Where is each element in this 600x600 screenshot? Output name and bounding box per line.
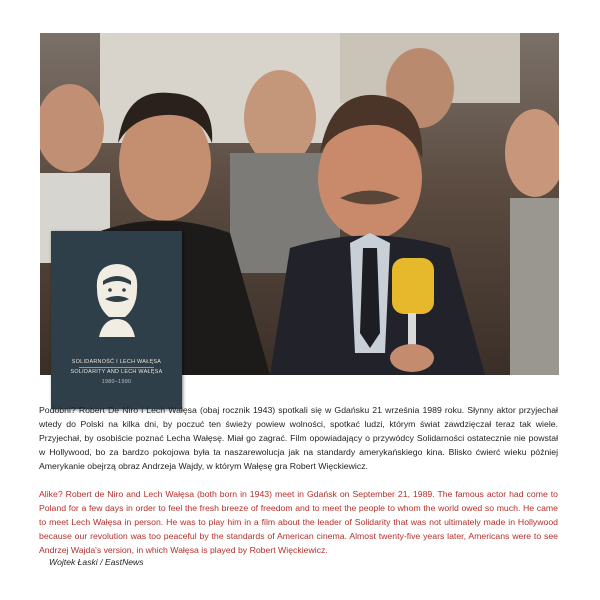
microphone-icon [392, 258, 434, 314]
caption-english: Alike? Robert de Niro and Lech Wałęsa (both born in 1943) meet in Gdańsk on September 21, 1989. The famous actor had come to Poland for a few days in order to feel the fresh breeze of freedom and to meet the people to whom the world owed so much. He came to meet Lech Wałęsa in person. He was to play him in a film about the leader of Solidarity that was not ultimately made in Hollywood because our revolution was too peaceful by the standards of American cinema. Almost twenty-five years later, Americans were to see Andrzej Wajda's version, in which Wałęsa is played by Robert Więckiewicz. [39, 489, 558, 555]
walesa-portrait-icon [89, 259, 145, 337]
book-years: 1980–1990 [101, 379, 132, 385]
walesa-tie [360, 248, 380, 348]
caption-polish: Podobni? Robert De Niro i Lech Wałęsa (obaj rocznik 1943) spotkali się w Gdańsku 21 września 1989 roku. Słynny aktor przyjechał wtedy do Polski na kilka dni, by poczuć ten świeży powiew wolności, spotkać ludzi, którym świat zawdzięczał teraz tak wiele. Przyjechał, by osobiście poznać Lecha Wałęsę. Miał go zagrać. Film opowiadający o przywódcy Solidarności ostatecznie nie powstał w Hollywood, bo za bardzo pokojowa była ta naszarewolucja jak na standardy amerykańskiego kina. Blisko ćwierć wieku później Amerykanie obejrzą obraz Andrzeja Wajdy, w którym Wałęsę gra Robert Więckiewicz. [39, 405, 558, 471]
person-left [40, 84, 104, 172]
book-title-english: SOLIDARITY AND LECH WAŁĘSA [70, 369, 163, 375]
hand [390, 344, 434, 372]
person-right [505, 109, 559, 197]
person-center-back [244, 70, 316, 166]
photo-credit: Wojtek Łaski / EastNews [49, 557, 144, 567]
person-right-jacket [510, 198, 559, 375]
book-divider [79, 367, 154, 368]
book-title-polish: SOLIDARNOŚĆ I LECH WAŁĘSA [71, 359, 162, 365]
book-cover [51, 231, 182, 409]
